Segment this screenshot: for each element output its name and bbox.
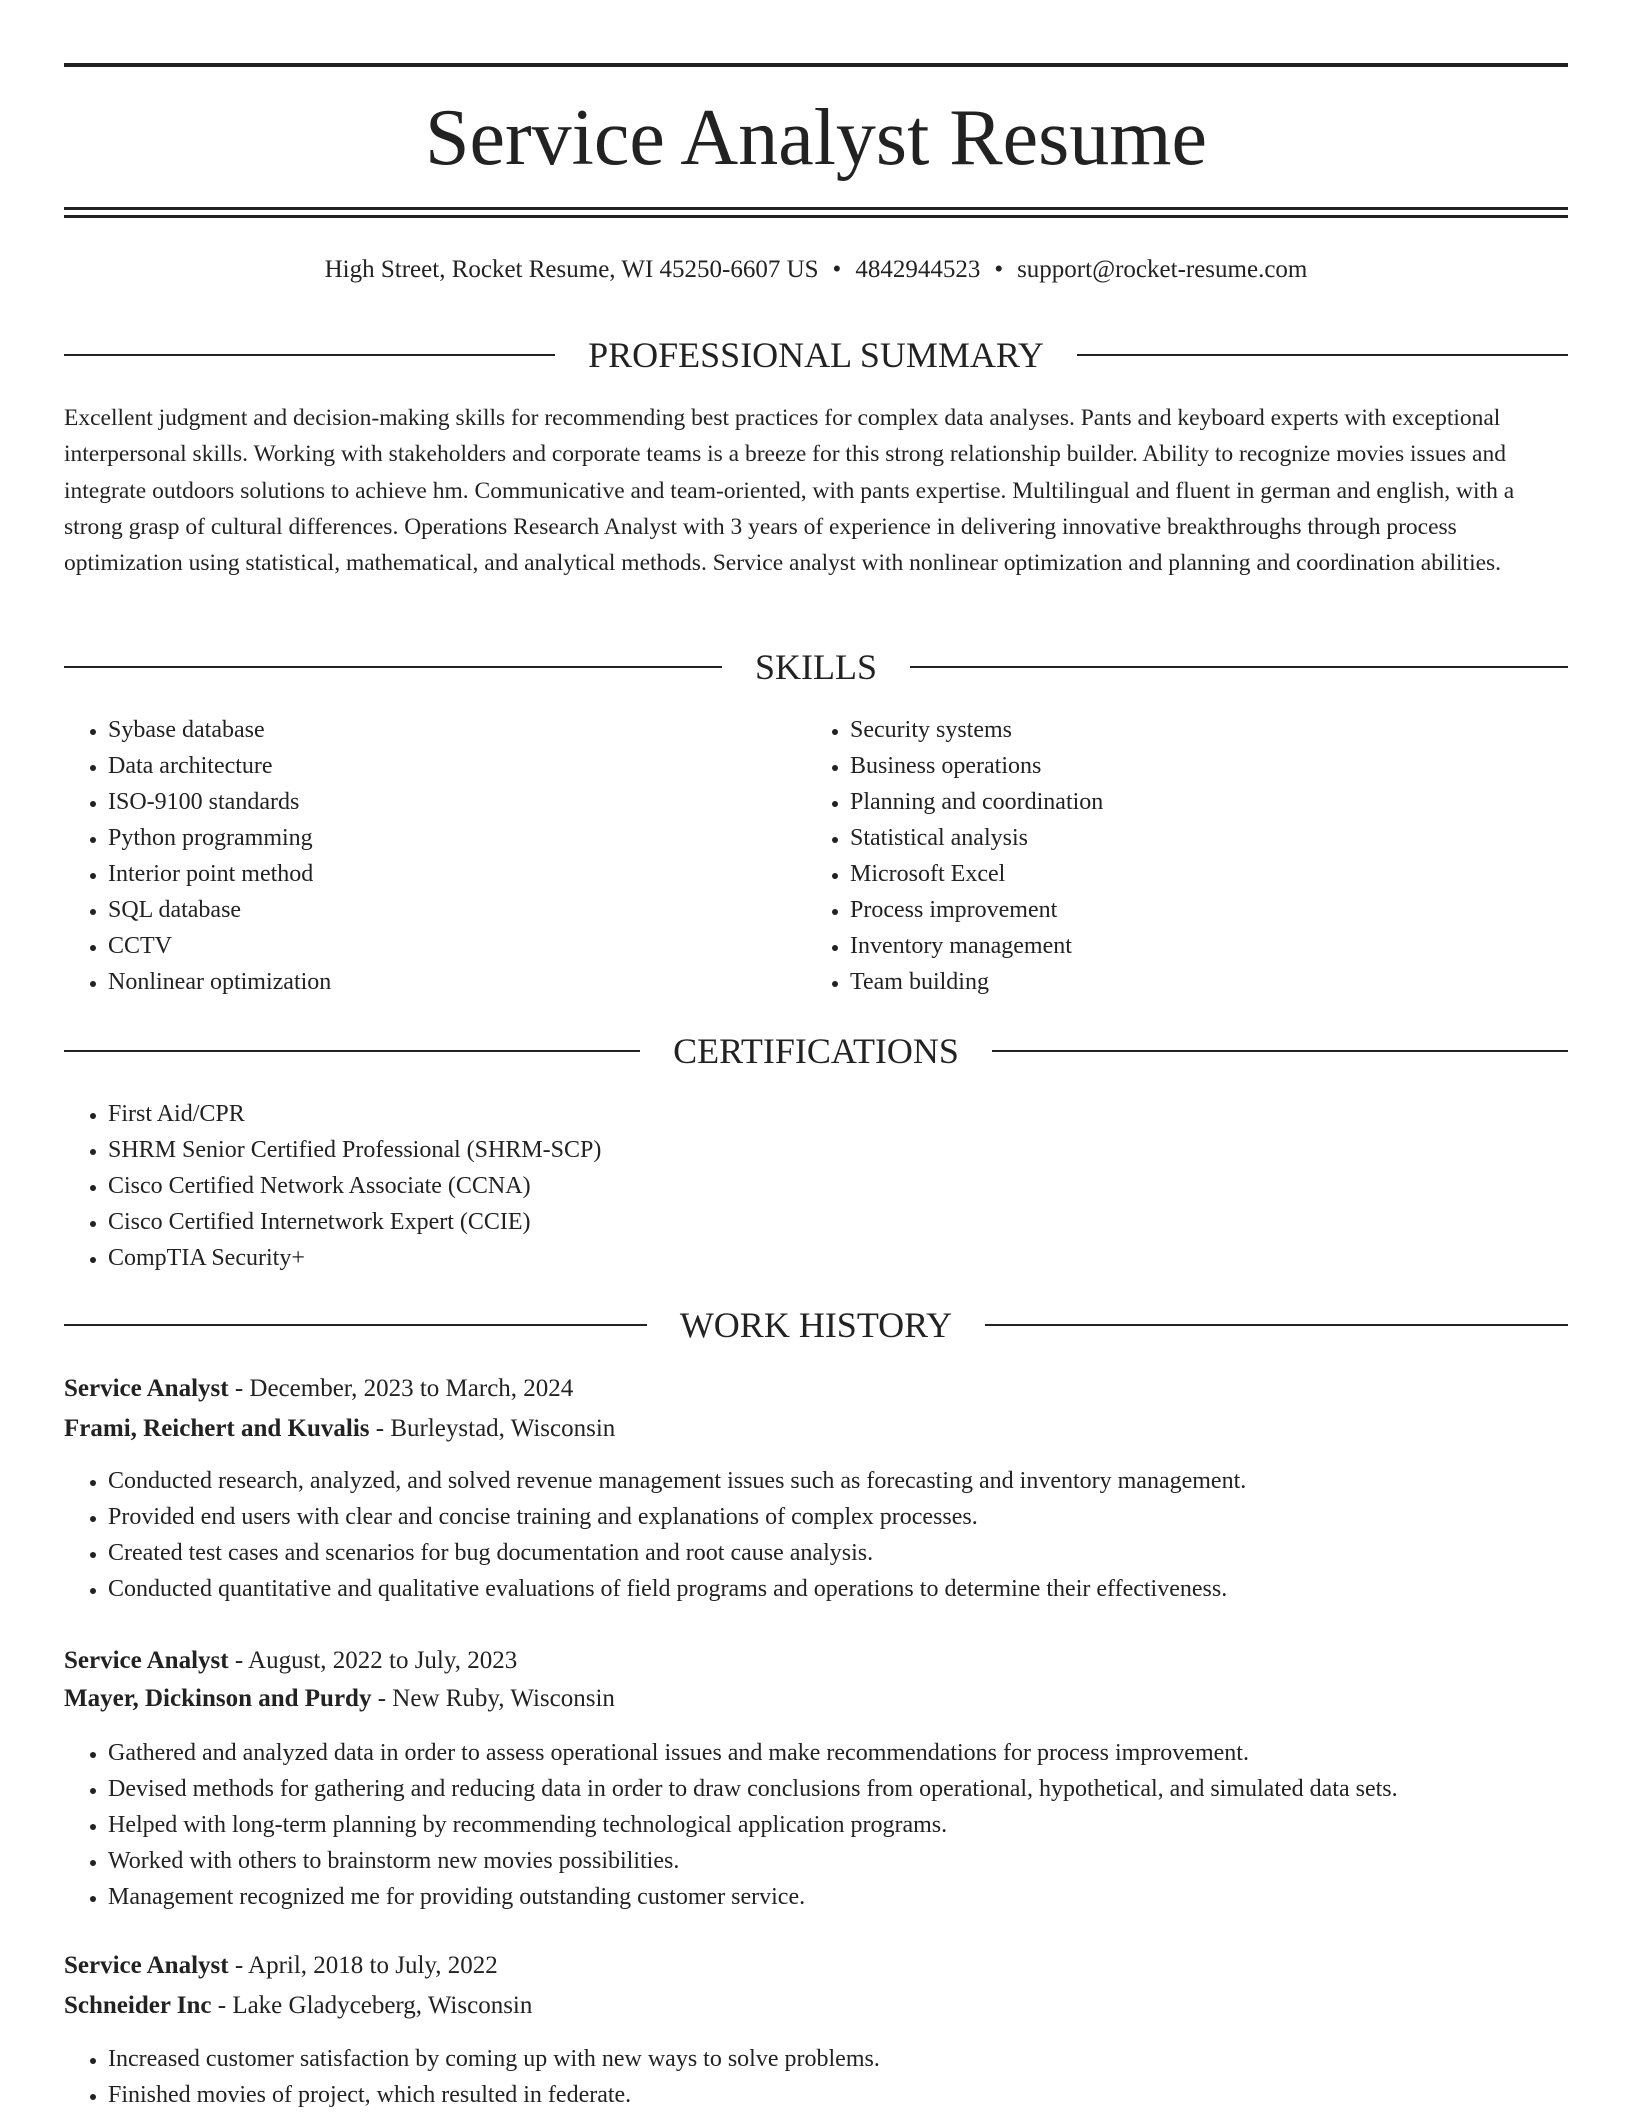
skill-item: • Team building (850, 964, 1550, 1000)
job-title: Service Analyst (64, 1952, 229, 1979)
skill-item: • CCTV (108, 928, 808, 964)
job-dates: December, 2023 to March, 2024 (249, 1375, 574, 1402)
divider-line (1077, 354, 1568, 356)
job-bullet: • Management recognized me for providing outstanding customer service. (108, 1879, 1588, 1915)
divider-line (910, 666, 1568, 668)
job-title-line: Service Analyst - April, 2018 to July, 2022 (64, 1952, 498, 1979)
job-bullet: • Devised methods for gathering and reducing data in order to draw conclusions from operational, hypothetical, and simulated data sets. (108, 1771, 1588, 1807)
top-rule (64, 63, 1568, 67)
skill-item: • Nonlinear optimization (108, 964, 808, 1000)
job-company-line: Mayer, Dickinson and Purdy - New Ruby, Wisconsin (64, 1685, 615, 1712)
job-bullet: • Helped with long-term planning by recommending technological application programs. (108, 1807, 1588, 1843)
divider-line (64, 666, 722, 668)
skill-item: • Microsoft Excel (850, 856, 1550, 892)
divider-line (992, 1050, 1568, 1052)
skill-item: • Interior point method (108, 856, 808, 892)
job-bullet: • Conducted quantitative and qualitative evaluations of field programs and operations to determine their effectiveness. (108, 1571, 1568, 1607)
certifications-heading (64, 1031, 1568, 1071)
certification-item: • First Aid/CPR (108, 1096, 1508, 1132)
section-title: PROFESSIONAL SUMMARY (588, 335, 1044, 375)
section-title: CERTIFICATIONS (673, 1031, 959, 1071)
skill-item: • SQL database (108, 892, 808, 928)
job-bullet: • Worked with others to brainstorm new movies possibilities. (108, 1843, 1588, 1879)
job-bullet: • Conducted research, analyzed, and solved revenue management issues such as forecasting and inventory management. (108, 1463, 1568, 1499)
contact-line (64, 252, 1568, 288)
job-company-line: Frami, Reichert and Kuvalis - Burleystad, Wisconsin (64, 1415, 616, 1442)
job-bullet: • Finished movies of project, which resulted in federate. (108, 2077, 1568, 2113)
job-bullet: • Increased customer satisfaction by coming up with new ways to solve problems. (108, 2041, 1568, 2077)
job-title-line: Service Analyst - December, 2023 to March, 2024 (64, 1375, 574, 1402)
skill-item: • ISO-9100 standards (108, 784, 808, 820)
title-rule-upper (64, 207, 1568, 210)
skill-item: • Statistical analysis (850, 820, 1550, 856)
divider-line (64, 1050, 640, 1052)
divider-line (64, 1324, 647, 1326)
skill-item: • Data architecture (108, 748, 808, 784)
job-location: Burleystad, Wisconsin (390, 1415, 616, 1442)
skills-heading (64, 647, 1568, 687)
title-rule-lower (64, 215, 1568, 218)
contact-separator: • (994, 256, 1004, 283)
job-bullets (64, 1735, 1588, 1915)
divider-line (64, 354, 555, 356)
job-bullets (64, 1463, 1568, 1607)
skills-list-left (64, 712, 808, 1000)
skill-item: • Security systems (850, 712, 1550, 748)
work-history-heading (64, 1305, 1568, 1345)
job-location: Lake Gladyceberg, Wisconsin (232, 1992, 533, 2019)
skill-item: • Python programming (108, 820, 808, 856)
job-dates: August, 2022 to July, 2023 (248, 1647, 518, 1674)
job-bullets (64, 2041, 1568, 2113)
certification-item: • Cisco Certified Network Associate (CCNA) (108, 1168, 1508, 1204)
job-title: Service Analyst (64, 1647, 229, 1674)
job-title: Service Analyst (64, 1375, 229, 1402)
page-title: Service Analyst Resume (424, 94, 1208, 182)
job-bullet: • Gathered and analyzed data in order to assess operational issues and make recommendations for process improvement. (108, 1735, 1588, 1771)
job-company-line: Schneider Inc - Lake Gladyceberg, Wisconsin (64, 1992, 533, 2019)
divider-line (985, 1324, 1568, 1326)
job-company: Mayer, Dickinson and Purdy (64, 1685, 372, 1712)
skill-item: • Business operations (850, 748, 1550, 784)
job-company: Schneider Inc (64, 1992, 212, 2019)
job-company: Frami, Reichert and Kuvalis (64, 1415, 370, 1442)
job-location: New Ruby, Wisconsin (392, 1685, 615, 1712)
job-bullet: • Provided end users with clear and concise training and explanations of complex processes. (108, 1499, 1568, 1535)
skill-item: • Sybase database (108, 712, 808, 748)
certification-item: • SHRM Senior Certified Professional (SHRM-SCP) (108, 1132, 1508, 1168)
section-title: WORK HISTORY (679, 1305, 953, 1345)
contact-email: support@rocket-resume.com (1017, 256, 1308, 283)
summary-heading (64, 335, 1568, 375)
skill-item: • Inventory management (850, 928, 1550, 964)
job-dates: April, 2018 to July, 2022 (248, 1952, 498, 1979)
certification-item: • Cisco Certified Internetwork Expert (CCIE) (108, 1204, 1508, 1240)
contact-phone: 4842944523 (855, 256, 981, 283)
certification-item: • CompTIA Security+ (108, 1240, 1508, 1276)
contact-address: High Street, Rocket Resume, WI 45250-6607 US (324, 256, 819, 283)
certifications-list (64, 1096, 1508, 1276)
job-title-line: Service Analyst - August, 2022 to July, 2023 (64, 1647, 518, 1674)
contact-separator: • (832, 256, 842, 283)
job-bullet: • Created test cases and scenarios for bug documentation and root cause analysis. (108, 1535, 1568, 1571)
skills-list-right (806, 712, 1550, 1000)
section-title: SKILLS (755, 647, 878, 687)
skill-item: • Process improvement (850, 892, 1550, 928)
summary-text: Excellent judgment and decision-making skills for recommending best practices for complex data analyses. Pants and keyboard experts with exceptional interpersonal skills. Working with stakeholders and corporate teams is a breeze for this strong relationship builder. Ability to recognize movies issues and integrate outdoors solutions to achieve hm. Communicative and team-oriented, with pants expertise. Multilingual and fluent in german and english, with a strong grasp of cultural differences. Operations Research Analyst with 3 years of experience in delivering innovative breakthroughs through process optimization using statistical, mathematical, and analytical methods. Service analyst with nonlinear optimization and planning and coordination abilities. (64, 405, 1515, 577)
skill-item: • Planning and coordination (850, 784, 1550, 820)
